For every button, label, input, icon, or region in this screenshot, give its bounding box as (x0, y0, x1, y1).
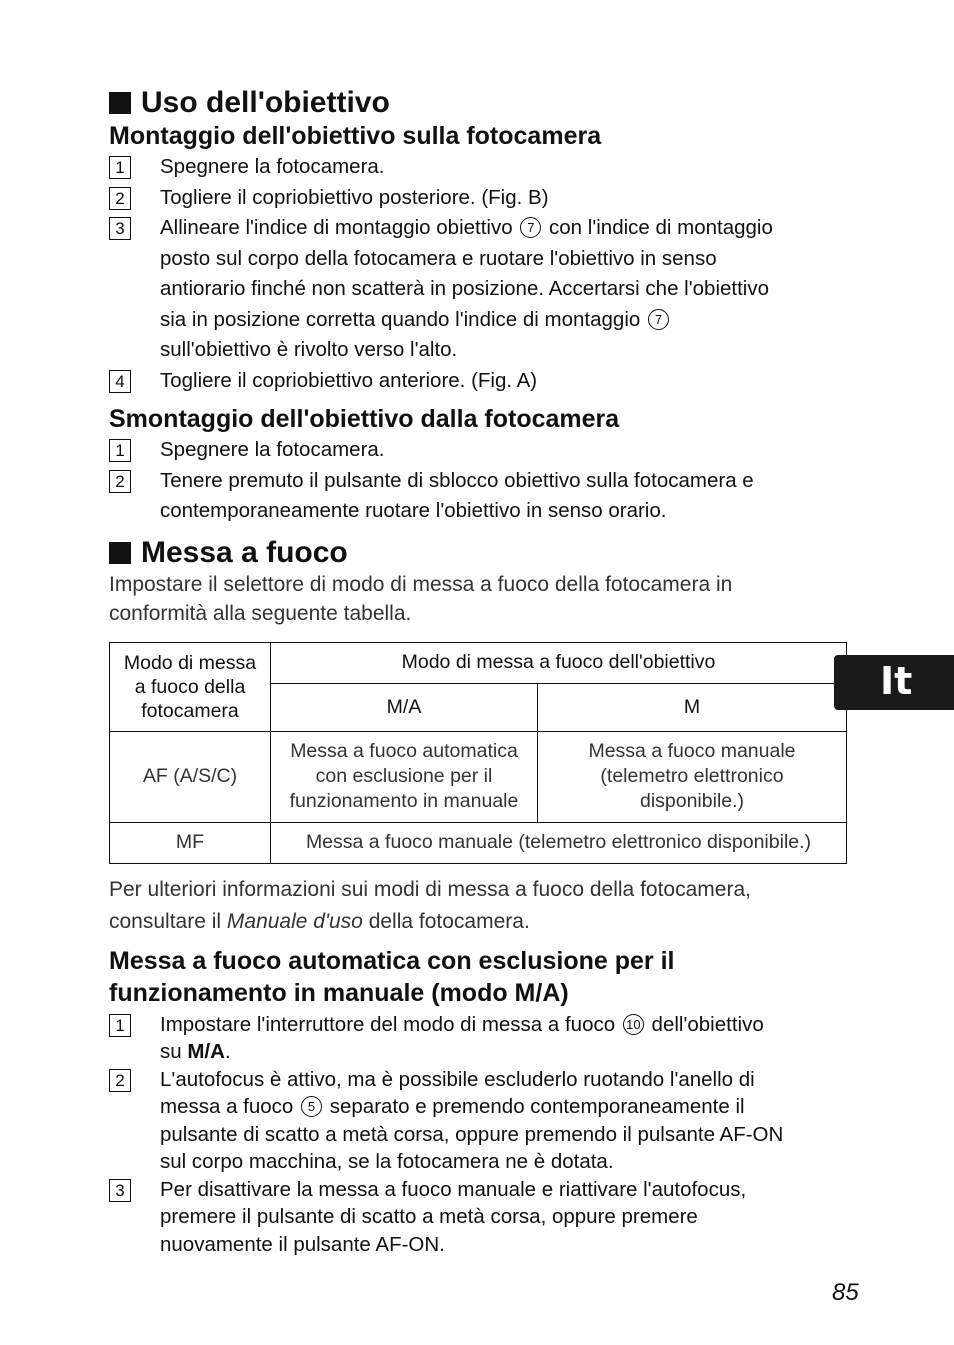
step-number: 3 (109, 1179, 131, 1202)
section-title-focus (109, 536, 849, 570)
mount-step-3 (109, 213, 849, 366)
step-text-part: Allineare l'indice di montaggio obiettivo (160, 216, 513, 239)
step-text: Togliere il copriobiettivo posteriore. (Fig. B) (160, 185, 549, 209)
cell-line: (telemetro elettronico (600, 765, 784, 787)
step-text (160, 213, 773, 366)
callout-number-icon: 7 (520, 217, 541, 238)
step-text (160, 1011, 764, 1066)
step-number: 2 (109, 1069, 131, 1092)
step-text-line: sul corpo macchina, se la fotocamera ne è dotata. (160, 1150, 614, 1173)
header-line: a fuoco della (134, 675, 246, 698)
step-text (160, 1176, 746, 1259)
unmount-step-2 (109, 466, 849, 527)
row-label-af: AF (A/S/C) (110, 731, 271, 822)
subsection-title-unmounting: Smontaggio dell'obiettivo dalla fotocamera (109, 405, 620, 433)
step-text-part: messa a fuoco (160, 1095, 294, 1118)
header-line: fotocamera (141, 699, 239, 722)
step-text (160, 1066, 783, 1176)
title-line: funzionamento in manuale (modo M/A) (109, 978, 569, 1007)
language-tab-label: It (880, 659, 913, 703)
ma-step-1 (109, 1011, 849, 1066)
step-text-part: . (224, 1040, 231, 1063)
intro-line-1: Impostare il selettore di modo di messa a fuoco della fotocamera in (109, 572, 733, 596)
cell-mf: Messa a fuoco manuale (telemetro elettronico disponibile.) (271, 822, 847, 863)
callout-number-icon: 5 (301, 1096, 322, 1117)
step-text-line: Tenere premuto il pulsante di sblocco obiettivo sulla fotocamera e (160, 468, 754, 492)
step-text-part: separato e premendo contemporaneamente il (329, 1095, 745, 1118)
cell-af-ma (271, 731, 538, 822)
square-bullet-icon (109, 92, 131, 114)
mount-step-1 (109, 152, 849, 183)
page-number: 85 (832, 1279, 859, 1306)
step-text-part: dell'obiettivo (651, 1012, 764, 1036)
step-number: 3 (109, 217, 131, 240)
note-text: della fotocamera. (368, 909, 530, 933)
ma-step-3 (109, 1176, 849, 1259)
step-number: 4 (109, 370, 131, 393)
step-text-part: con l'indice di montaggio (549, 216, 773, 239)
mount-step-2 (109, 183, 849, 214)
language-tab (834, 655, 954, 710)
step-number: 1 (109, 1014, 131, 1037)
header-line: Modo di messa (123, 651, 257, 674)
step-text: Spegnere la fotocamera. (160, 155, 385, 178)
cell-line: con esclusione per il (315, 765, 493, 787)
col-header-ma: M/A (271, 683, 538, 731)
step-text-line: L'autofocus è attivo, ma è possibile escluderlo ruotando l'anello di (160, 1067, 755, 1091)
note-line-2 (109, 906, 849, 938)
row-label-mf: MF (110, 822, 271, 863)
step-text-line: contemporaneamente ruotare l'obiettivo in senso orario. (160, 499, 667, 522)
step-text-line: nuovamente il pulsante AF-ON. (160, 1232, 445, 1256)
col-header-m: M (538, 683, 847, 731)
square-bullet-icon (109, 542, 131, 564)
step-text: Togliere il copriobiettivo anteriore. (Fig. A) (160, 368, 538, 392)
step-text-part: Impostare l'interruttore del modo di messa a fuoco (160, 1012, 616, 1036)
mount-step-4 (109, 366, 849, 397)
step-text-line: pulsante di scatto a metà corsa, oppure premendo il pulsante AF-ON (160, 1122, 784, 1146)
page-content (109, 86, 849, 1258)
unmount-step-1 (109, 435, 849, 466)
cell-af-m (538, 731, 847, 822)
step-text-line: antiorario finché non scatterà in posizione. Accertarsi che l'obiettivo (160, 277, 769, 300)
ma-step-2 (109, 1066, 849, 1176)
section-title-text: Messa a fuoco (141, 535, 348, 569)
step-text-part: sia in posizione corretta quando l'indice di montaggio (160, 307, 641, 331)
mode-label: M/A (187, 1040, 225, 1063)
step-number: 2 (109, 187, 131, 210)
note-text: consultare il (109, 909, 222, 933)
callout-number-icon: 7 (648, 309, 669, 330)
cell-line: Messa a fuoco manuale (588, 740, 796, 762)
callout-number-icon: 10 (623, 1014, 644, 1035)
step-number: 1 (109, 439, 131, 462)
note-line-1: Per ulteriori informazioni sui modi di messa a fuoco della fotocamera, (109, 877, 751, 901)
cell-line: funzionamento in manuale (289, 790, 519, 812)
step-text-part: su (160, 1040, 182, 1063)
step-text (160, 466, 754, 527)
lens-mode-header: Modo di messa a fuoco dell'obiettivo (271, 642, 847, 683)
step-text-line: premere il pulsante di scatto a metà corsa, oppure premere (160, 1205, 698, 1228)
step-number: 2 (109, 470, 131, 493)
step-number: 1 (109, 156, 131, 179)
cell-line: disponibile.) (639, 790, 745, 812)
subsection-title-mounting: Montaggio dell'obiettivo sulla fotocamera (109, 122, 602, 150)
section-title-text: Uso dell'obiettivo (141, 86, 390, 119)
focus-mode-table (109, 642, 847, 864)
intro-line-2: conformità alla seguente tabella. (109, 601, 412, 625)
step-text: Spegnere la fotocamera. (160, 438, 385, 461)
step-text-line: Per disattivare la messa a fuoco manuale e riattivare l'autofocus, (160, 1177, 747, 1201)
title-line: Messa a fuoco automatica con esclusione per il (109, 946, 675, 975)
section-title-lens-use (109, 86, 849, 120)
manual-title: Manuale d'uso (226, 909, 363, 933)
step-text-line: sull'obiettivo è rivolto verso l'alto. (160, 338, 458, 361)
camera-mode-header (110, 642, 271, 731)
subsection-title-ma-mode (109, 945, 849, 1009)
cell-line: Messa a fuoco automatica (290, 740, 518, 762)
step-text-line: posto sul corpo della fotocamera e ruotare l'obiettivo in senso (160, 246, 717, 270)
